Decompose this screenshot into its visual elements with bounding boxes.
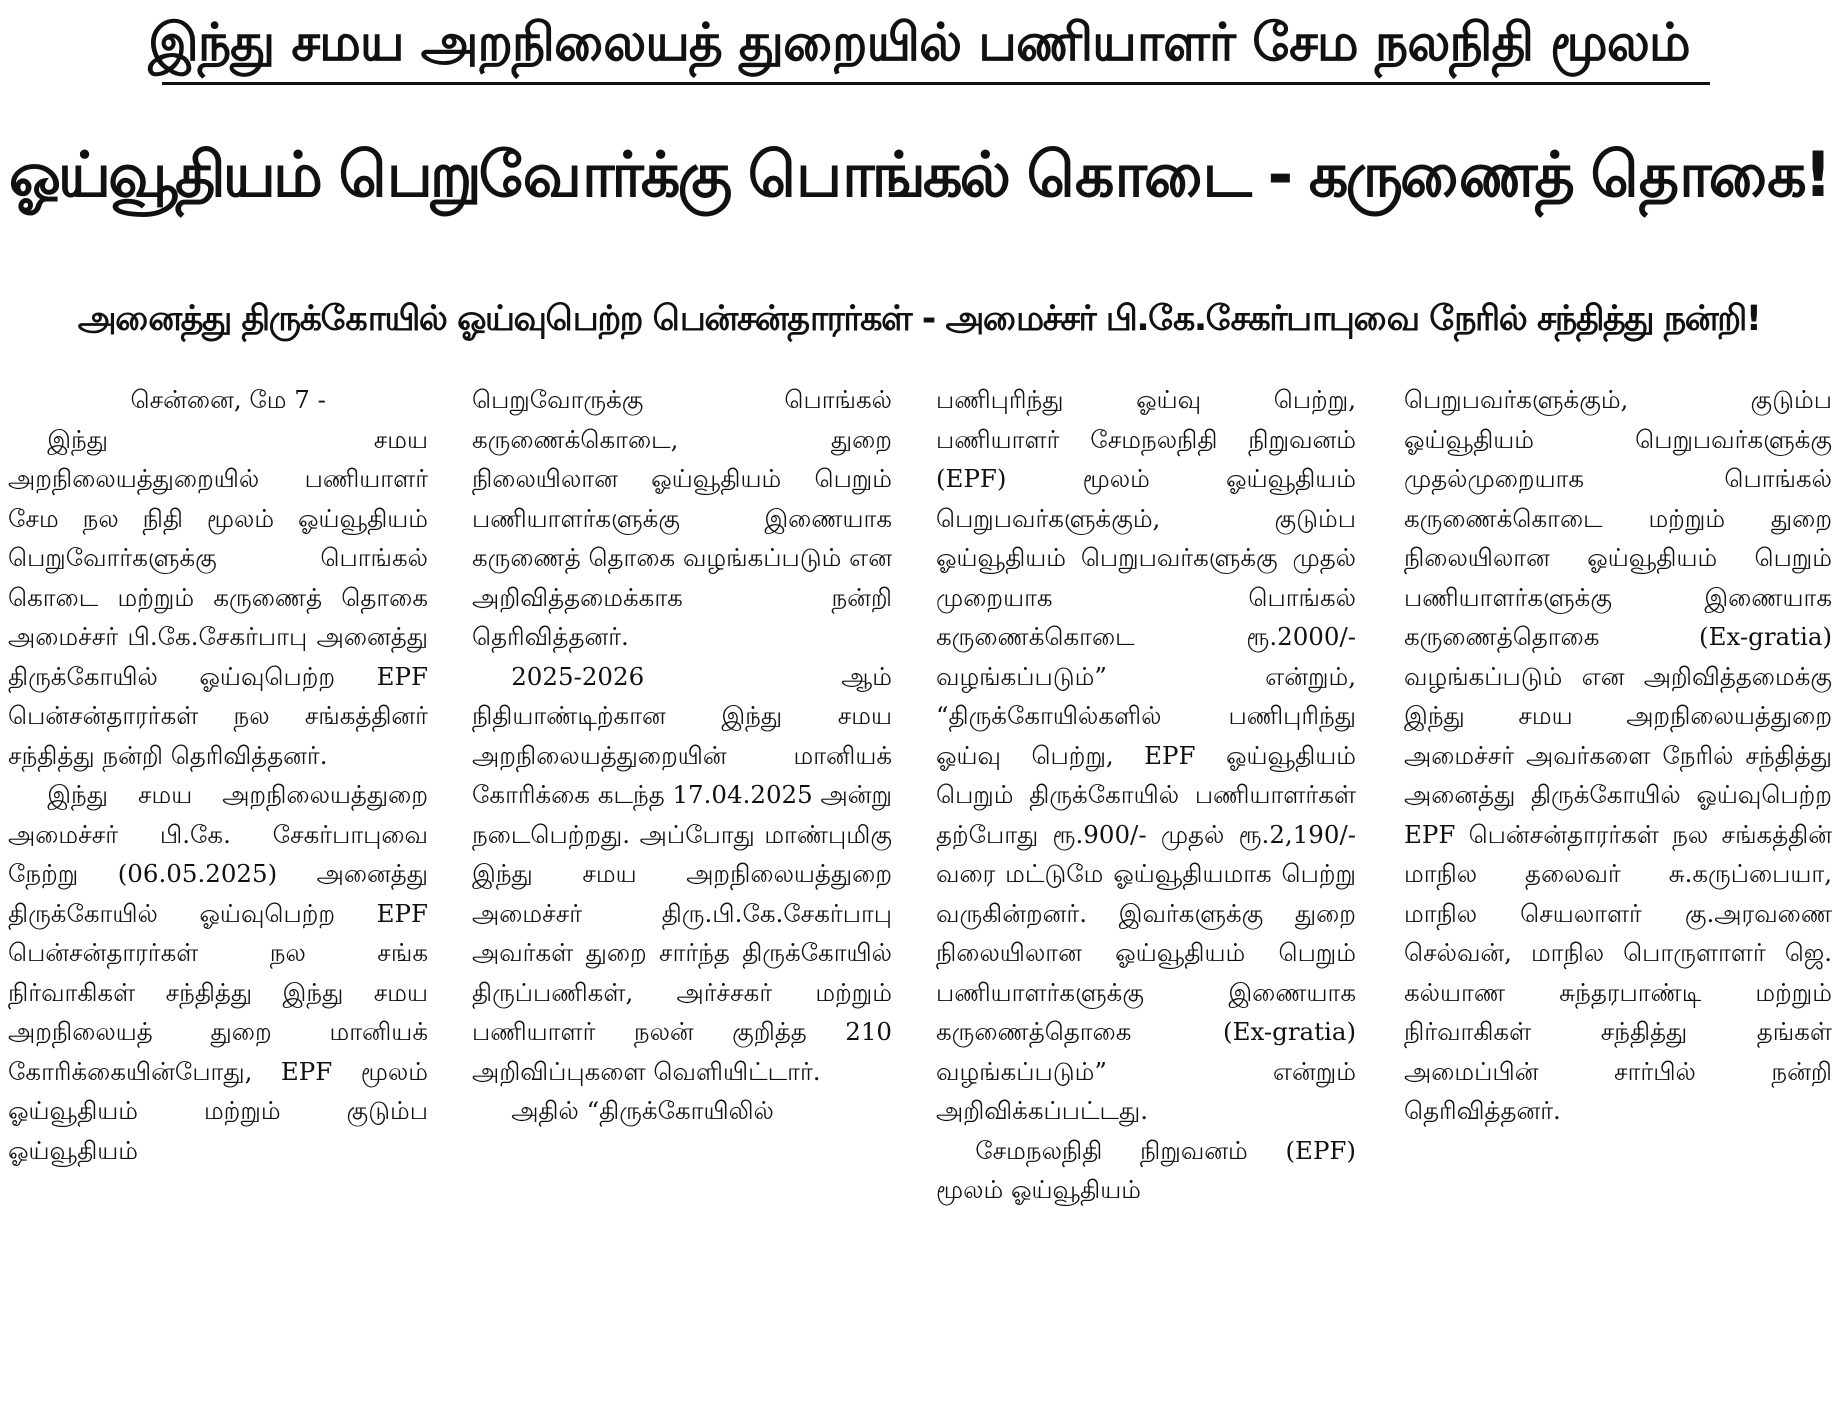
sub-headline: அனைத்து திருக்கோயில் ஓய்வுபெற்ற பென்சன்தாரர்கள் - அமைச்சர் பி.கே.சேகர்பாபுவை நேரில் சந்தித்து நன்றி! xyxy=(77,299,1761,339)
body-paragraph: பெறுவோருக்கு பொங்கல் கருணைக்கொடை, துறை நிலையிலான ஓய்வூதியம் பெறும் பணியாளர்களுக்கு இணையாக கருணைத் தொகை வழங்கப்படும் என அறிவித்தமைக்காக நன்றி தெரிவித்தனர். xyxy=(472,385,892,651)
article-column-1 xyxy=(8,380,428,1410)
dateline: சென்னை, மே 7 - xyxy=(130,385,326,414)
body-paragraph: இந்து சமய அறநிலையத்துறை அமைச்சர் பி.கே. சேகர்பாபுவை நேற்று (06.05.2025) அனைத்து திருக்கோயில் ஓய்வுபெற்ற EPF பென்சன்தாரர்கள் நல சங்க நிர்வாகிகள் சந்தித்து இந்து சமய அறநிலையத் துறை மானியக் கோரிக்கையின்போது, EPF மூலம் ஓய்வூதியம் மற்றும் குடும்ப ஓய்வூதியம் xyxy=(8,780,428,1165)
body-paragraph: பெறுபவர்களுக்கும், குடும்ப ஓய்வூதியம் பெறுபவர்களுக்கு முதல்முறையாக பொங்கல் கருணைக்கொடை மற்றும் துறை நிலையிலான ஓய்வூதியம் பெறும் பணியாளர்களுக்கு இணையாக கருணைத்தொகை (Ex-gratia) வழங்கப்படும் என அறிவித்தமைக்கு இந்து சமய அறநிலையத்துறை அமைச்சர் அவர்களை நேரில் சந்தித்து அனைத்து திருக்கோயில் ஓய்வுபெற்ற EPF பென்சன்தாரர்கள் நல சங்கத்தின் மாநில தலைவர் சு.கருப்பையா, மாநில செயலாளர் கு.அரவணை செல்வன், மாநில பொருளாளர் ஜெ. கல்யாண சுந்தரபாண்டி மற்றும் நிர்வாகிகள் சந்தித்து தங்கள் அமைப்பின் சார்பில் நன்றி தெரிவித்தனர். xyxy=(1404,385,1832,1125)
kicker-headline: இந்து சமய அறநிலையத் துறையில் பணியாளர் சேம நலநிதி மூலம் xyxy=(148,13,1690,73)
body-paragraph: அதில் “திருக்கோயிலில் xyxy=(511,1096,774,1125)
body-paragraph: இந்து சமய அறநிலையத்துறையில் பணியாளர் சேம நல நிதி மூலம் ஓய்வூதியம் பெறுவோர்களுக்கு பொங்கல் கொடை மற்றும் கருணைத் தொகை அமைச்சர் பி.கே.சேகர்பாபு அனைத்து திருக்கோயில் ஓய்வுபெற்ற EPF பென்சன்தாரர்கள் நல சங்கத்தினர் சந்தித்து நன்றி தெரிவித்தனர். xyxy=(8,424,428,770)
body-paragraph: சேமநலநிதி நிறுவனம் (EPF) மூலம் ஓய்வூதியம் xyxy=(936,1135,1356,1204)
article-column-2 xyxy=(472,380,892,1410)
article-column-3 xyxy=(936,380,1356,1410)
kicker-underline xyxy=(162,82,1710,85)
body-paragraph: 2025-2026 ஆம் நிதியாண்டிற்கான இந்து சமய அறநிலையத்துறையின் மானியக் கோரிக்கை கடந்த 17.04.2025 அன்று நடைபெற்றது. அப்போது மாண்புமிகு இந்து சமய அறநிலையத்துறை அமைச்சர் திரு.பி.கே.சேகர்பாபு அவர்கள் துறை சார்ந்த திருக்கோயில் திருப்பணிகள், அர்ச்சகர் மற்றும் பணியாளர் நலன் குறித்த 210 அறிவிப்புகளை வெளியிட்டார். xyxy=(472,661,892,1086)
article-column-4 xyxy=(1404,380,1832,1410)
body-paragraph: பணிபுரிந்து ஓய்வு பெற்று, பணியாளர் சேமநலநிதி நிறுவனம் (EPF) மூலம் ஓய்வூதியம் பெறுபவர்களுக்கும், குடும்ப ஓய்வூதியம் பெறுபவர்களுக்கு முதல் முறையாக பொங்கல் கருணைக்கொடை ரூ.2000/- வழங்கப்படும்” என்றும், “திருக்கோயில்களில் பணிபுரிந்து ஓய்வு பெற்று, EPF ஓய்வூதியம் பெறும் திருக்கோயில் பணியாளர்கள் தற்போது ரூ.900/- முதல் ரூ.2,190/- வரை மட்டுமே ஓய்வூதியமாக பெற்று வருகின்றனர். இவர்களுக்கு துறை நிலையிலான ஓய்வூதியம் பெறும் பணியாளர்களுக்கு இணையாக கருணைத்தொகை (Ex-gratia) வழங்கப்படும்” என்றும் அறிவிக்கப்பட்டது. xyxy=(936,385,1356,1125)
main-headline: ஓய்வூதியம் பெறுவோர்க்கு பொங்கல் கொடை - கருணைத் தொகை! xyxy=(8,138,1830,211)
